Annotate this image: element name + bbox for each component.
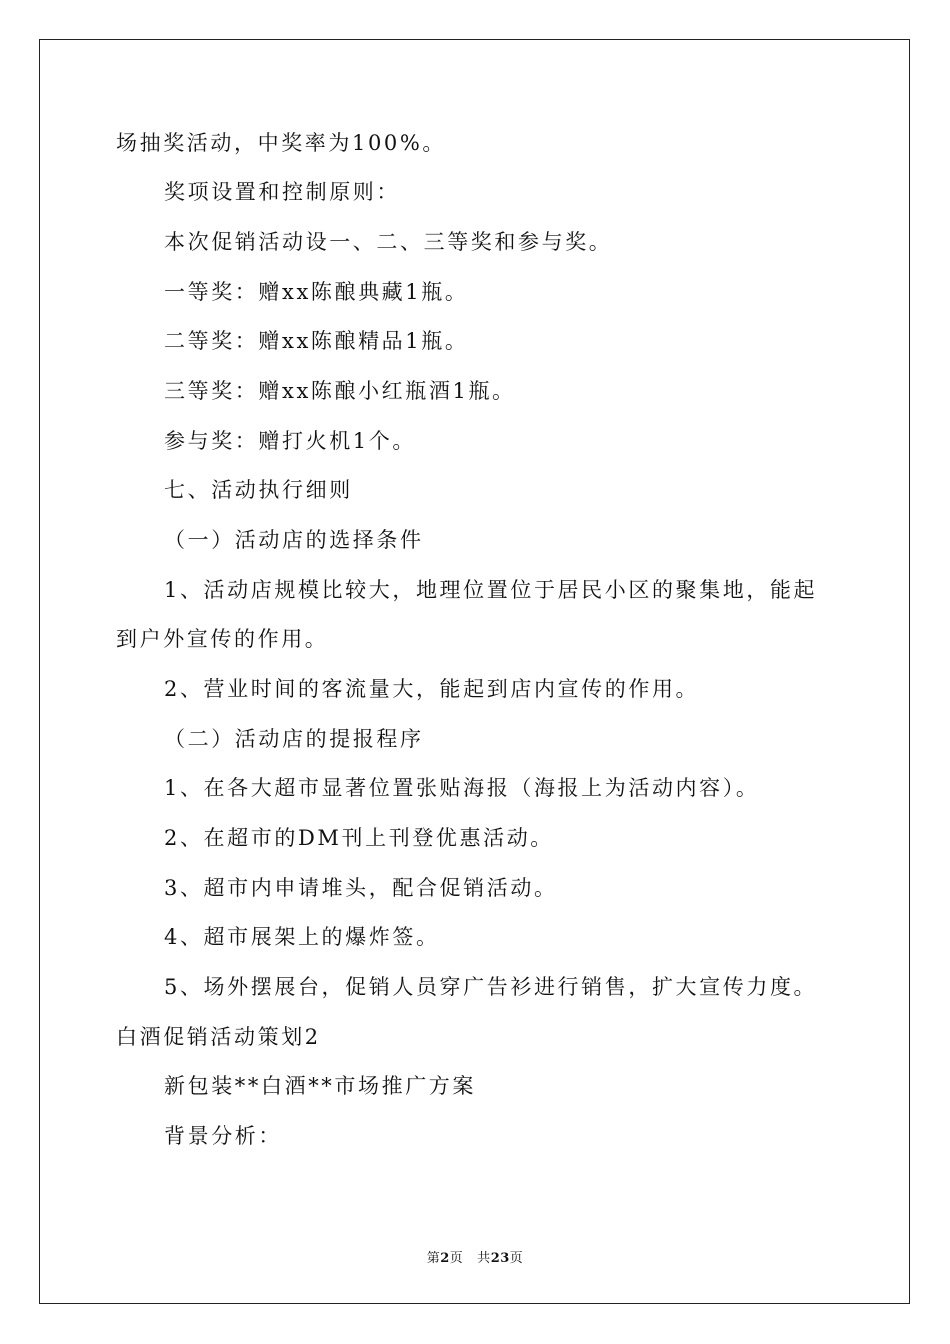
text-line: 参与奖：赠打火机1个。	[164, 429, 416, 453]
text-line: 4、超市展架上的爆炸签。	[164, 925, 440, 949]
page-number: 2	[440, 1251, 450, 1266]
text-line: 2、营业时间的客流量大，能起到店内宣传的作用。	[164, 677, 700, 701]
text-line: 奖项设置和控制原则：	[164, 180, 400, 204]
total-suffix: 页	[509, 1251, 524, 1266]
text-line: 背景分析：	[164, 1124, 282, 1148]
text-line: 3、超市内申请堆头，配合促销活动。	[164, 876, 558, 900]
page-footer	[0, 1247, 950, 1266]
text-line: 2、在超市的DM刊上刊登优惠活动。	[164, 826, 554, 850]
text-line: 新包装**白酒**市场推广方案	[164, 1074, 476, 1098]
text-line: 本次促销活动设一、二、三等奖和参与奖。	[164, 230, 613, 254]
page-suffix: 页	[449, 1251, 464, 1266]
text-line: 场抽奖活动，中奖率为100%。	[116, 131, 447, 155]
document-title: 白酒促销活动策划2	[116, 1025, 321, 1049]
text-line: 三等奖：赠xx陈酿小红瓶酒1瓶。	[164, 379, 516, 403]
text-line: 1、在各大超市显著位置张贴海报（海报上为活动内容）。	[164, 776, 760, 800]
text-line: 到户外宣传的作用。	[116, 627, 329, 651]
text-line: 5、场外摆展台，促销人员穿广告衫进行销售，扩大宣传力度。	[164, 975, 818, 999]
section-heading: 七、活动执行细则	[164, 478, 353, 502]
text-line: 一等奖：赠xx陈酿典藏1瓶。	[164, 280, 469, 304]
subsection-heading: （一）活动店的选择条件	[164, 528, 424, 552]
total-prefix: 共	[477, 1251, 491, 1266]
total-pages: 23	[490, 1251, 510, 1266]
page-prefix: 第	[426, 1251, 441, 1266]
text-line: 二等奖：赠xx陈酿精品1瓶。	[164, 329, 469, 353]
subsection-heading: （二）活动店的提报程序	[164, 727, 424, 751]
text-line: 1、活动店规模比较大，地理位置位于居民小区的聚集地，能起	[164, 578, 818, 602]
